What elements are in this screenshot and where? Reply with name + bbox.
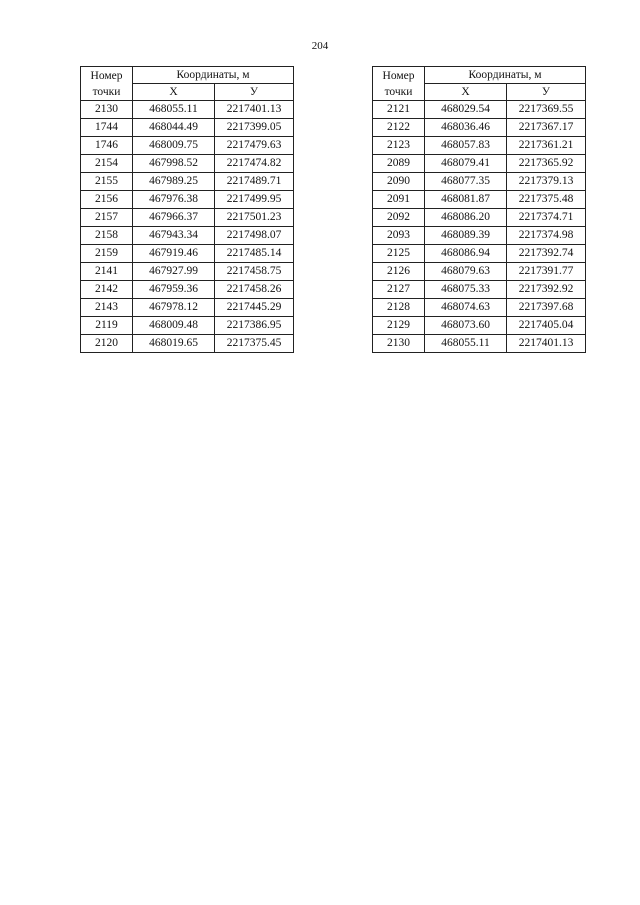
table-body-right [373,101,586,353]
y-coordinate-cell: 2217367.17 [507,119,586,137]
y-coordinate-cell: 2217374.71 [507,209,586,227]
point-number-cell: 2141 [81,263,133,281]
table-row [81,245,294,263]
header-point-number [373,67,425,101]
point-number-cell: 1746 [81,137,133,155]
table-row [373,119,586,137]
point-number-cell: 2158 [81,227,133,245]
x-coordinate-cell: 467919.46 [133,245,215,263]
table-row [373,299,586,317]
x-coordinate-cell: 467998.52 [133,155,215,173]
y-coordinate-cell: 2217379.13 [507,173,586,191]
y-coordinate-cell: 2217392.92 [507,281,586,299]
table-row [373,245,586,263]
table-body-left [81,101,294,353]
x-coordinate-cell: 468086.94 [425,245,507,263]
table-row [373,317,586,335]
table-row [373,335,586,353]
y-coordinate-cell: 2217369.55 [507,101,586,119]
y-coordinate-cell: 2217501.23 [215,209,294,227]
x-coordinate-cell: 468055.11 [133,101,215,119]
y-coordinate-cell: 2217499.95 [215,191,294,209]
point-number-cell: 2156 [81,191,133,209]
x-coordinate-cell: 468079.63 [425,263,507,281]
header-x: X [425,84,507,101]
table-row [373,101,586,119]
table-row [373,263,586,281]
x-coordinate-cell: 468081.87 [425,191,507,209]
coordinates-table-right [372,66,586,353]
table-row [81,227,294,245]
y-coordinate-cell: 2217361.21 [507,137,586,155]
table-row [373,209,586,227]
point-number-cell: 2127 [373,281,425,299]
x-coordinate-cell: 468077.35 [425,173,507,191]
point-number-cell: 2157 [81,209,133,227]
x-coordinate-cell: 467989.25 [133,173,215,191]
y-coordinate-cell: 2217401.13 [507,335,586,353]
y-coordinate-cell: 2217397.68 [507,299,586,317]
table-row [81,191,294,209]
point-number-cell: 2093 [373,227,425,245]
x-coordinate-cell: 468029.54 [425,101,507,119]
point-number-cell: 2119 [81,317,133,335]
y-coordinate-cell: 2217391.77 [507,263,586,281]
x-coordinate-cell: 468009.75 [133,137,215,155]
x-coordinate-cell: 467959.36 [133,281,215,299]
y-coordinate-cell: 2217479.63 [215,137,294,155]
table-row [373,155,586,173]
x-coordinate-cell: 468079.41 [425,155,507,173]
y-coordinate-cell: 2217458.75 [215,263,294,281]
x-coordinate-cell: 468089.39 [425,227,507,245]
header-coordinates: Координаты, м [425,67,586,84]
table-row [81,263,294,281]
point-number-cell: 1744 [81,119,133,137]
table-row [81,137,294,155]
point-number-cell: 2128 [373,299,425,317]
x-coordinate-cell: 468073.60 [425,317,507,335]
header-point-line1: Номер [90,69,123,82]
y-coordinate-cell: 2217474.82 [215,155,294,173]
point-number-cell: 2143 [81,299,133,317]
y-coordinate-cell: 2217365.92 [507,155,586,173]
point-number-cell: 2129 [373,317,425,335]
x-coordinate-cell: 467966.37 [133,209,215,227]
x-coordinate-cell: 468009.48 [133,317,215,335]
table-row [81,299,294,317]
coordinates-table-left [80,66,294,353]
header-y: У [507,84,586,101]
x-coordinate-cell: 468057.83 [425,137,507,155]
x-coordinate-cell: 468055.11 [425,335,507,353]
x-coordinate-cell: 468036.46 [425,119,507,137]
y-coordinate-cell: 2217399.05 [215,119,294,137]
table-row [373,137,586,155]
y-coordinate-cell: 2217485.14 [215,245,294,263]
page-number: 204 [311,40,329,52]
x-coordinate-cell: 467978.12 [133,299,215,317]
point-number-cell: 2142 [81,281,133,299]
point-number-cell: 2091 [373,191,425,209]
table-row [373,173,586,191]
x-coordinate-cell: 468074.63 [425,299,507,317]
point-number-cell: 2159 [81,245,133,263]
header-point-line1: Номер [382,69,415,82]
y-coordinate-cell: 2217375.48 [507,191,586,209]
point-number-cell: 2120 [81,335,133,353]
header-coordinates: Координаты, м [133,67,294,84]
point-number-cell: 2092 [373,209,425,227]
x-coordinate-cell: 467927.99 [133,263,215,281]
x-coordinate-cell: 468019.65 [133,335,215,353]
point-number-cell: 2130 [373,335,425,353]
y-coordinate-cell: 2217401.13 [215,101,294,119]
table-row [373,191,586,209]
header-point-line2: точки [92,85,121,98]
y-coordinate-cell: 2217458.26 [215,281,294,299]
point-number-cell: 2090 [373,173,425,191]
table-row [81,155,294,173]
header-point-number [81,67,133,101]
x-coordinate-cell: 467943.34 [133,227,215,245]
y-coordinate-cell: 2217498.07 [215,227,294,245]
x-coordinate-cell: 468044.49 [133,119,215,137]
table-row [81,281,294,299]
header-x: X [133,84,215,101]
point-number-cell: 2154 [81,155,133,173]
table-row [373,281,586,299]
point-number-cell: 2123 [373,137,425,155]
header-y: У [215,84,294,101]
table-row [81,209,294,227]
table-row [81,119,294,137]
y-coordinate-cell: 2217445.29 [215,299,294,317]
header-point-line2: точки [384,85,413,98]
y-coordinate-cell: 2217386.95 [215,317,294,335]
table-row [81,335,294,353]
x-coordinate-cell: 467976.38 [133,191,215,209]
y-coordinate-cell: 2217392.74 [507,245,586,263]
y-coordinate-cell: 2217375.45 [215,335,294,353]
table-row [81,173,294,191]
x-coordinate-cell: 468086.20 [425,209,507,227]
table-row [81,317,294,335]
y-coordinate-cell: 2217489.71 [215,173,294,191]
point-number-cell: 2155 [81,173,133,191]
y-coordinate-cell: 2217405.04 [507,317,586,335]
y-coordinate-cell: 2217374.98 [507,227,586,245]
table-row [81,101,294,119]
point-number-cell: 2122 [373,119,425,137]
point-number-cell: 2121 [373,101,425,119]
point-number-cell: 2130 [81,101,133,119]
x-coordinate-cell: 468075.33 [425,281,507,299]
point-number-cell: 2089 [373,155,425,173]
point-number-cell: 2126 [373,263,425,281]
table-row [373,227,586,245]
point-number-cell: 2125 [373,245,425,263]
